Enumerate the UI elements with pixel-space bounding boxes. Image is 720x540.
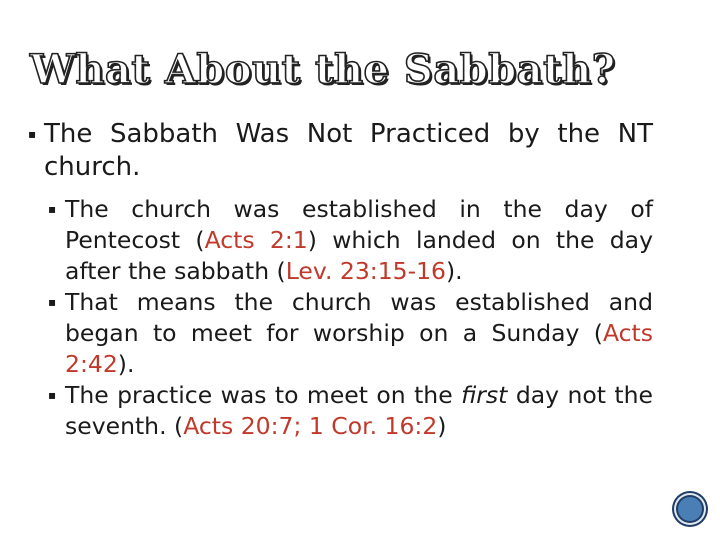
bullet-marker-icon: ▪ bbox=[48, 202, 57, 216]
bullet-list bbox=[28, 118, 653, 442]
scripture-ref-lev-23: Lev. 23:15-16 bbox=[285, 257, 447, 285]
subbullet-text: That means the church was established and began to meet for worship on a Sunday ( bbox=[65, 288, 653, 347]
subbullet-sunday bbox=[28, 287, 653, 380]
bullet-main-text: The Sabbath Was Not Practiced by the NT church. bbox=[44, 119, 653, 182]
subbullet-text: The church was established in the day of Pentecost ( bbox=[65, 195, 653, 254]
scripture-ref-acts-20-7: Acts 20:7; 1 Cor. 16:2 bbox=[183, 412, 438, 440]
scripture-ref-acts-2-1: Acts 2:1 bbox=[204, 226, 308, 254]
subbullet-text: day not the seventh. ( bbox=[65, 381, 653, 440]
subbullet-text: ). bbox=[446, 257, 463, 285]
subbullet-text: The practice was to meet on the bbox=[65, 381, 462, 409]
circle-nav-icon[interactable] bbox=[672, 491, 708, 527]
slide-title: What About the Sabbath? bbox=[30, 46, 616, 93]
bullet-marker-icon: ▪ bbox=[48, 388, 57, 402]
emphasis-first: first bbox=[461, 381, 508, 409]
subbullet-pentecost bbox=[28, 194, 653, 287]
bullet-marker-icon: ▪ bbox=[28, 127, 37, 141]
subbullet-text: ). bbox=[117, 350, 135, 378]
subbullet-first-day bbox=[28, 380, 653, 442]
bullet-marker-icon: ▪ bbox=[48, 295, 57, 309]
subbullet-text: ) which landed on the day after the sabbath ( bbox=[65, 226, 653, 285]
bullet-main bbox=[28, 118, 653, 184]
subbullet-text: ) bbox=[437, 412, 447, 440]
scripture-ref-acts-2-42: Acts 2:42 bbox=[65, 319, 653, 378]
